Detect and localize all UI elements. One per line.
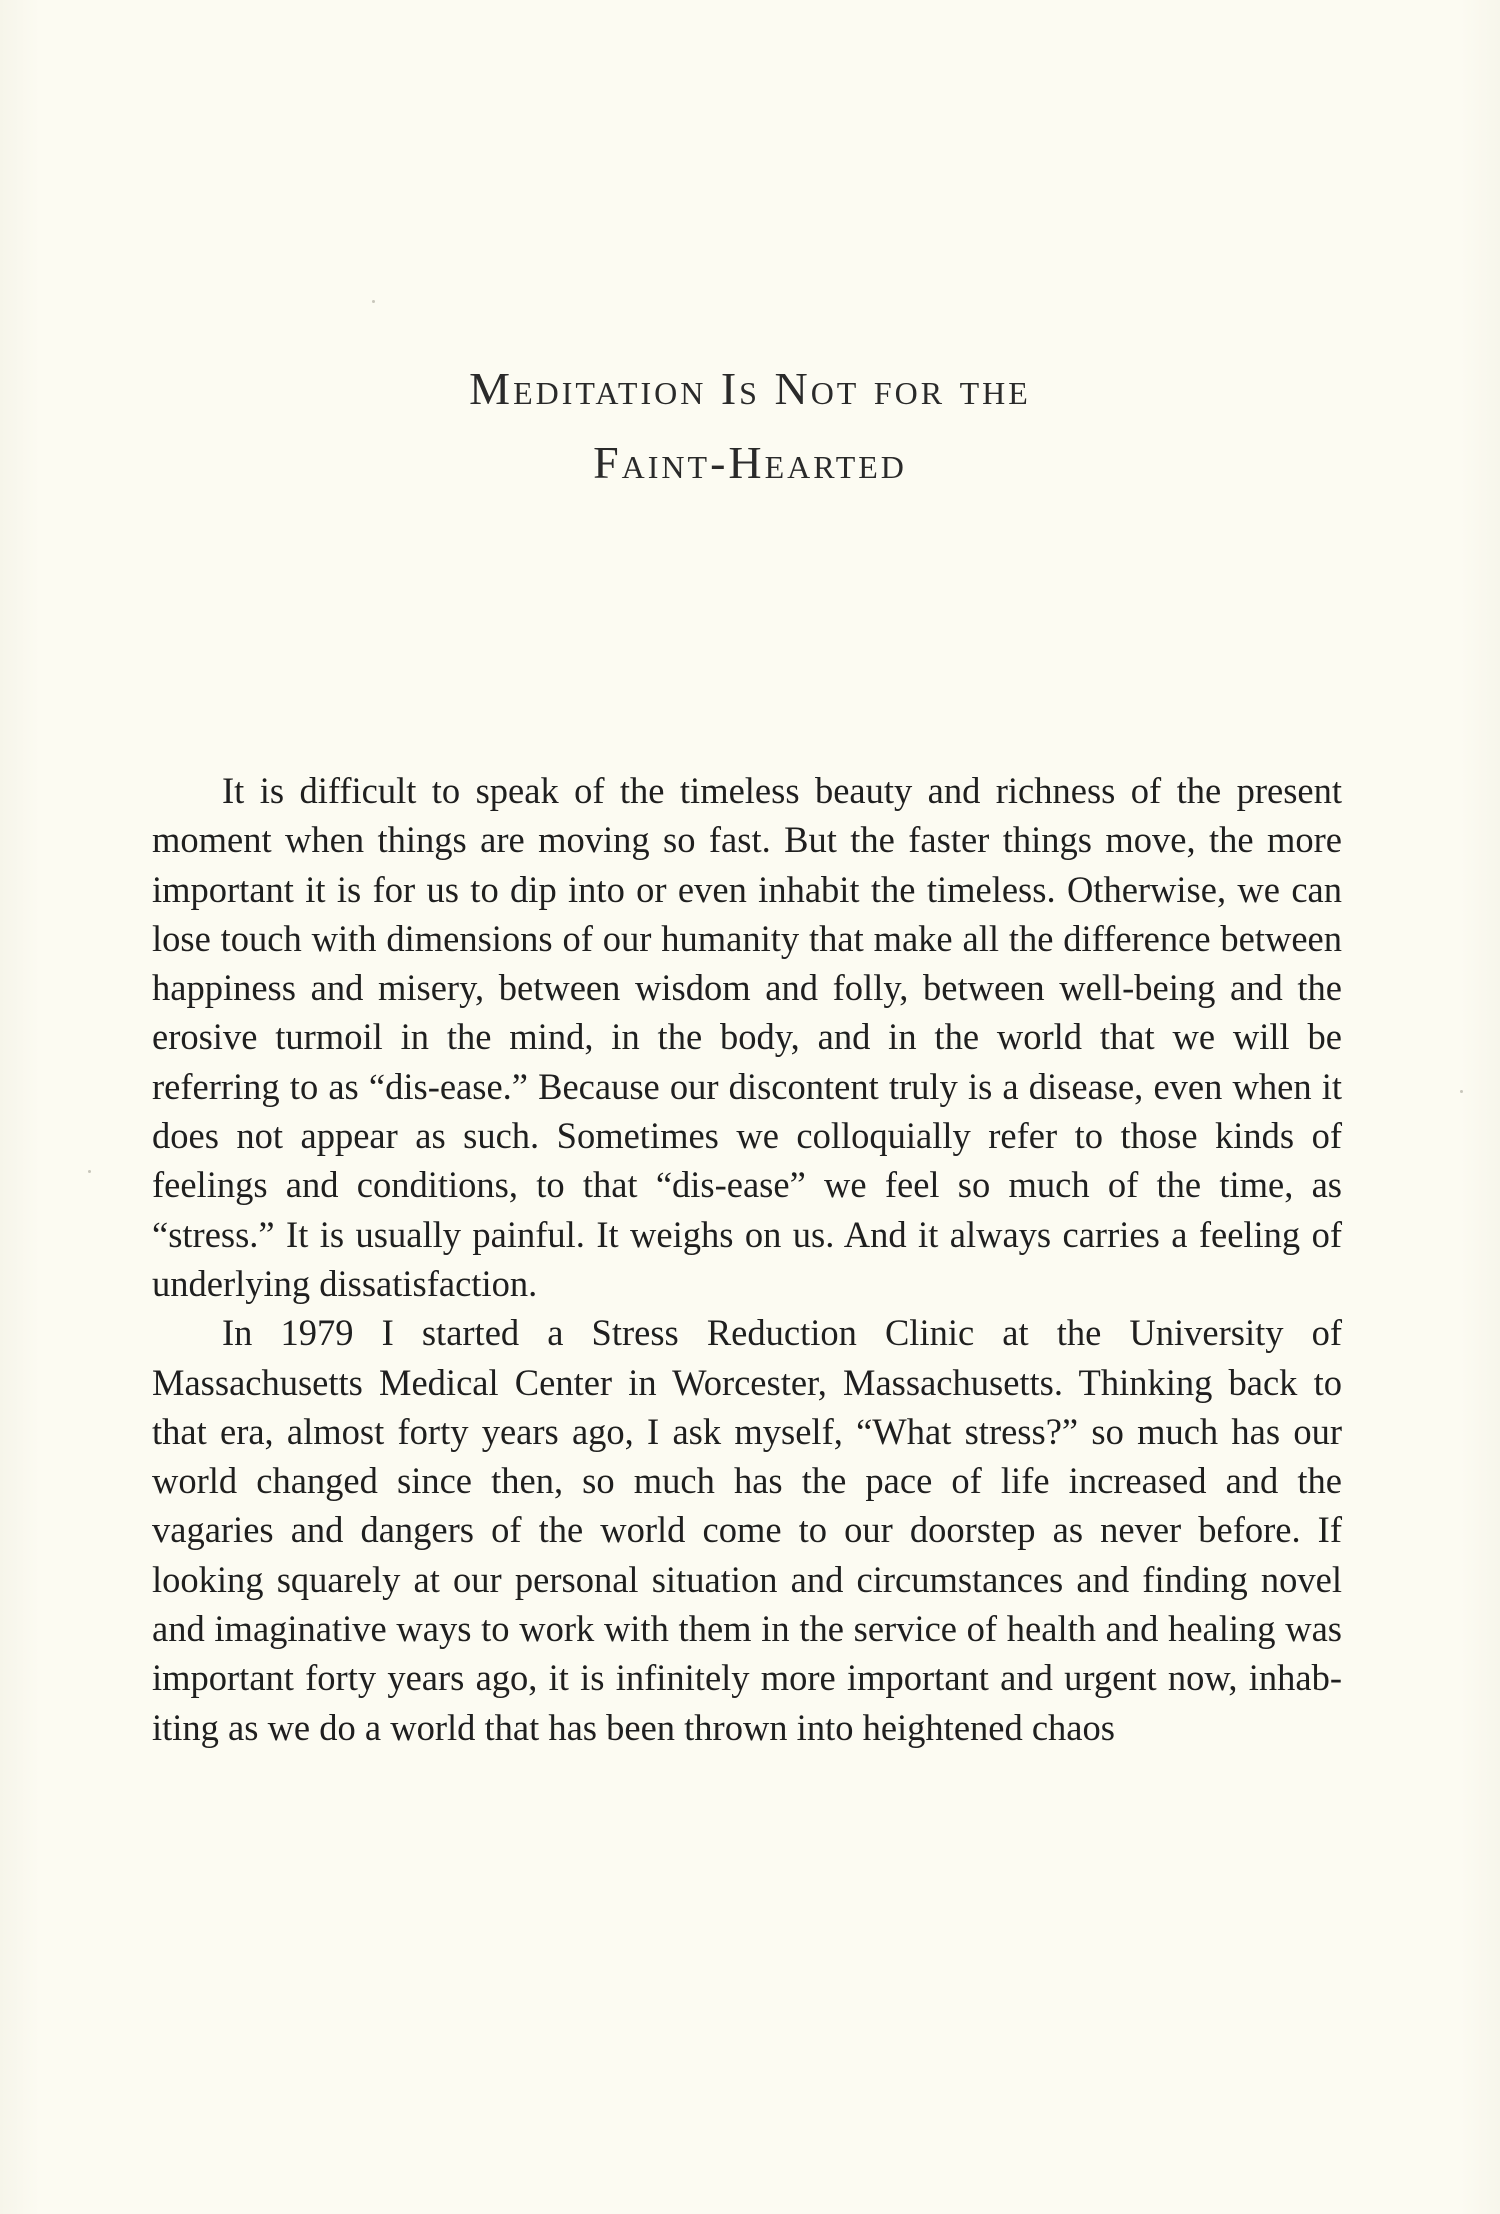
paper-speck — [88, 1170, 91, 1173]
chapter-title-line-2: Faint-Hearted — [593, 437, 907, 488]
paper-speck — [372, 300, 375, 303]
body-text — [152, 766, 1342, 1752]
chapter-title-line-1: Meditation Is Not for the — [469, 363, 1031, 414]
paragraph-1: It is difficult to speak of the timeless beauty and richness of the present moment when things are moving so fast. But the faster things move, the more important it is for us to dip into or even inhabit the timeless. Otherwise, we can lose touch with dimensions of our humanity that make all the difference between happiness and misery, between wisdom and folly, between well-being and the erosive turmoil in the mind, in the body, and in the world that we will be referring to as “dis-ease.” Because our discontent truly is a disease, even when it does not appear as such. Sometimes we colloquially refer to those kinds of feelings and conditions, to that “dis-ease” we feel so much of the time, as “stress.” It is usually painful. It weighs on us. And it always carries a feeling of underlying dissatisfaction. — [152, 770, 1342, 1304]
paragraph-2: In 1979 I started a Stress Reduction Clinic at the University of Massachusetts Medical Center in Worcester, Massachusetts. Thinking back to that era, almost forty years ago, I ask myself, “What stress?” so much has our world changed since then, so much has the pace of life increased and the vagaries and dangers of the world come to our doorstep as never before. If looking squarely at our personal situation and circumstances and finding novel and imaginative ways to work with them in the service of health and healing was important forty years ago, it is infinitely more important and urgent now, inhabiting as we do a world that has been thrown into heightened chaos — [152, 1312, 1342, 1748]
chapter-title — [0, 352, 1500, 500]
paper-speck — [1460, 1090, 1463, 1093]
